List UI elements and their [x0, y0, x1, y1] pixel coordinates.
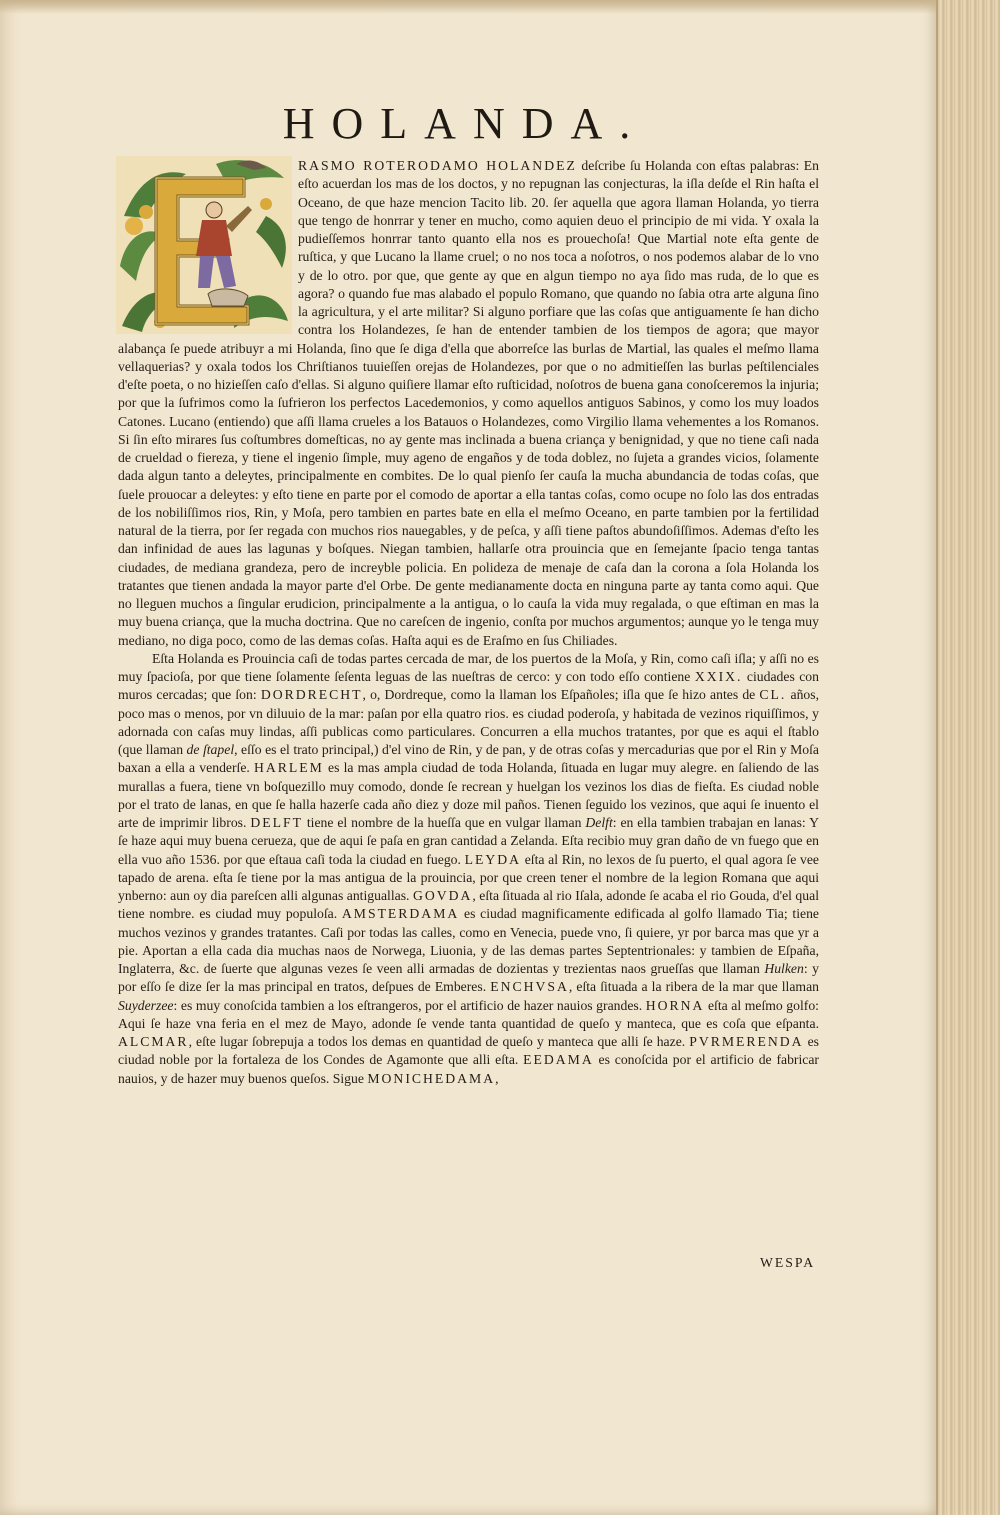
city-name: XXIX.: [694, 669, 743, 684]
paragraph-body: deſcribe ſu Holanda con eſtas palabras: En eſto acuerdan los mas de los doctos, y no repugnan las conjecturas, la iſla deſde el Rin haſta el Oceano, de que haze mencion Tacito lib. 20. ſer aquella que agora llaman Holanda, yo tierra que tengo de honrrar y tener en mucho, como aquien deuo el principio de mi vida. Y oxala la pudieſſemos honrrar tanto quanto ella nos es prouechoſa! Que Martial note eſta gente de ruſtica, y que Lucano la llame cruel; o no nos toca a noſotros, o nos podemos alabar de lo vno y de lo otro. por que, que gente ay que en algun tiempo no aya ſido mas ruda, de lo que es agora? o quando fue mas alabado el populo Romano, que quando no ſabia otra arte alguna ſino la agricultura, y el arte militar? Si alguno porfiare que las coſas que antiguamente ſe han dicho contra los Holandezes, ſe han de entender tambien de los tiempos de agora; que mayor alabança ſe puede atribuyr a mi Holanda, ſino que ſe diga d'ella que aborreſce las burlas de Martial, las quales el meſmo llama vellaquerias? y oxala todos los Chriſtianos tuuieſſen orejas de Holandezes, por que o no admitieſſen las burlas peſtilenciales d'eſte poeta, o no hizieſſen caſo d'ellas. Si alguno quiſiere llamar eſto ruſticidad, noſotros de buena gana conoſceremos la injuria; por que la ſufrimos como la ſufrieron los perfectos Lacedemonios, y como aquellos antiguos Sabinos, y como los muy loados Catones. Lucano (entiendo) que aſſi llama crueles a los Batauos o Holandezes, como Virgilio llama vehementes a los Romanos. Si ſin eſto mirares ſus coſtumbres domeſticas, no ay gente mas inclinada a buena criança y benignidad, y que no tiene caſi nada de crueldad o fiereza, y tiene el ingenio ſimple, muy ageno de engaños y de toda doblez, no ſujeta a grandes vicios, ſolamente dada algun tanto a deleytes, principalmente en combites. De lo qual pienſo ſer cauſa la mucha abundancia de todas coſas, que ſuele prouocar a deleytes: y eſto tiene en parte por el comodo de aportar a ella tantas coſas, como ocupe no ſolo las dos entradas de los nobiliſſimos rios, Rin, y Moſa, pero tambien en partes bate en ella el meſmo Oceano, en parte tambien por la fertilidad natural de la tierra, por ſer regada con muchos rios nauegables, y de peſca, y aſſi tiene paſtos abundoſiſſimos. Ademas d'eſto les dan infinidad de aues las lagunas y boſques. Niegan tambien, hallarſe otra prouincia que en ſemejante ſpacio tenga tantas ciudades, de mediana grandeza, pero de increyble policia. En polideza de menaje de caſa dan la corona a ſola Holanda los tratantes que tienen andada la mayor parte d'el Orbe. De gente medianamente docta en ninguna parte ay tanta como aqui. Que no lleguen muchos a ſingular erudicion, principalmente a la antigua, o lo cauſa la vida muy regalada, o que eſtiman en mas la muy buena criança, que la mucha doctrina. Que no careſcen de ingenio, conſta por muchos argumentos; aunque yo le tenga muy mediano, no diga poco, como de las demas coſas. Haſta aqui es de Eraſmo en ſus Chiliades.: [118, 158, 820, 648]
text-run: ,: [495, 1070, 499, 1086]
text-run: es la mas ampla ciudad de toda Holanda, ſituada en lugar muy alegre. en ſaliendo de las murallas a fuera, tiene vn boſquezillo muy comodo, donde ſe recrean y huelgan los vezinos los dias de fieſta. Es ciudad noble por el trato de lanas, en que ſe halla hazerſe cada año diez y doze mil paños. Tienen ſeguido los vezinos, que aqui ſe inuento el arte de imprimir libros.: [118, 760, 819, 830]
city-name: EEDAMA: [523, 1052, 594, 1068]
text-run: , eſſo es el trato principal,) d'el vino de Rin, y de pan, y de otras coſas y mercadurias que por el Rin y Moſa baxan a ella a venderſe.: [118, 742, 820, 776]
city-name: ENCHVSA: [490, 979, 569, 995]
text-run: es ciudad magnificamente edificada al golfo llamado Tia; tiene muchos vezinos y grandes tratantes. Caſi por todas las calles, como en Venecia, puede vno, ſi quiere, yr por barca mas que yr a pie. Aportan a ella cada dia muchas naos de Norwega, Liuonia, y de las demas partes Septentrionales: y tambien de Eſpaña, Inglaterra, &c. de ſuerte que algunas vezes ſe veen alli armadas de dozientas y trezientas naos grueſſas que llaman: [118, 906, 820, 976]
city-name: GOVDA: [412, 888, 473, 903]
text-run: ciudades con muros cercadas; que ſon:: [118, 669, 819, 703]
city-name: PVRMERENDA: [689, 1034, 804, 1049]
city-name: AMSTERDAMA: [341, 906, 460, 922]
italic-term: Hulken: [764, 961, 804, 976]
paragraph-lead: RASMO ROTERODAMO HOLANDEZ: [298, 158, 577, 173]
city-name: ALCMAR: [118, 1034, 189, 1049]
city-name: CL.: [759, 687, 787, 703]
city-name: HARLEM: [254, 760, 324, 776]
text-run: eſta al meſmo golfo: Aqui ſe haze vna feria en el mez de Mayo, adonde ſe vende tanta quantidad de queſo y manteca, que es coſa que eſpanta.: [118, 997, 819, 1031]
paragraph-cities: [118, 650, 819, 1088]
city-name: DORDRECHT: [260, 687, 363, 703]
text-run: tiene el nombre de la hueſſa que en vulgar llaman: [302, 815, 586, 830]
text-run: : en ella tambien trabajan en lanas: Y ſe haze aqui muy buena cerueza, que de aqui ſe paſa en gran cantidad a Zelanda. Eſta recibio muy gran daño de vn fuego que en ella vuo año 1536. por que eſtaua caſi toda la ciudad en fuego.: [118, 815, 819, 867]
italic-term: Suyderzee: [118, 997, 174, 1013]
city-name: LEYDA: [464, 851, 522, 867]
text-run: , o, Dordreque, como la llaman los Eſpañoles; iſla que ſe hizo antes de: [362, 687, 760, 703]
city-name: DELFT: [250, 815, 303, 830]
text-run: es ciudad noble por la fortaleza de los Condes de Agamonte que alli eſta.: [118, 1034, 819, 1068]
page-title: HOLANDA.: [282, 99, 648, 148]
italic-term: Delft: [585, 815, 613, 830]
page-top-shadow: [0, 0, 938, 14]
body-text: [118, 157, 819, 1088]
text-run: , eſta ſituada a la ribera de la mar que llaman: [568, 979, 819, 995]
book-page-edges: [936, 0, 1000, 1515]
text-run: Eſta Holanda es Prouincia caſi de todas partes cercada de mar, de los puertos de la Moſa, y Rin, como caſi iſla; y aſſi no es muy ſpacioſa, por que tiene ſolamente ſeſenta leguas de las nueſtras de cerco: y con todo eſſo contiene: [118, 650, 819, 684]
italic-term: de ſtapel: [186, 742, 235, 757]
text-run: , eſte lugar ſobrepuja a todos los demas en quantidad de queſo y manteca que alli ſe haze.: [188, 1034, 690, 1049]
paragraph-erasmus: [118, 157, 819, 650]
text-run: años, poco mas o menos, por vn diluuio de la mar: paſan por ella quatro rios. es ciudad poderoſa, y habitada de vezinos riquiſſimos, y adornada con caſas muy lindas, aſſi publicas como particulares. Concurren a ella muchos tratantes, por que es aqui el ſtablo (que llaman: [118, 687, 820, 757]
catchword: WESPA: [760, 1255, 816, 1270]
initial-space: [118, 157, 298, 337]
city-name: MONICHEDAMA: [367, 1070, 496, 1086]
city-name: HORNA: [645, 997, 705, 1013]
text-run: , eſta ſituada al rio Iſala, adonde ſe acaba el rio Gouda, d'el qual tiene nombre. es ciudad muy populoſa.: [118, 888, 819, 922]
text-run: : es muy conoſcida tambien a los eſtrangeros, por el artificio de hazer nauios grandes.: [173, 997, 646, 1013]
text-run: es conoſcida por el artificio de fabricar nauios, y de hazer muy buenos queſos. Sigue: [118, 1052, 819, 1086]
text-run: eſta al Rin, no lexos de ſu puerto, el qual agora ſe vee tapado de arena. eſta ſe tiene por la mas antigua de la prouincia, por que creen tener el nombre de la legion Romana que aqui ynberno: aun oy dia pareſcen alli algunas antiguallas.: [118, 851, 819, 903]
text-run: : y por eſſo ſe dize ſer la mas principal en tratos, deſpues de Emberes.: [118, 961, 820, 995]
